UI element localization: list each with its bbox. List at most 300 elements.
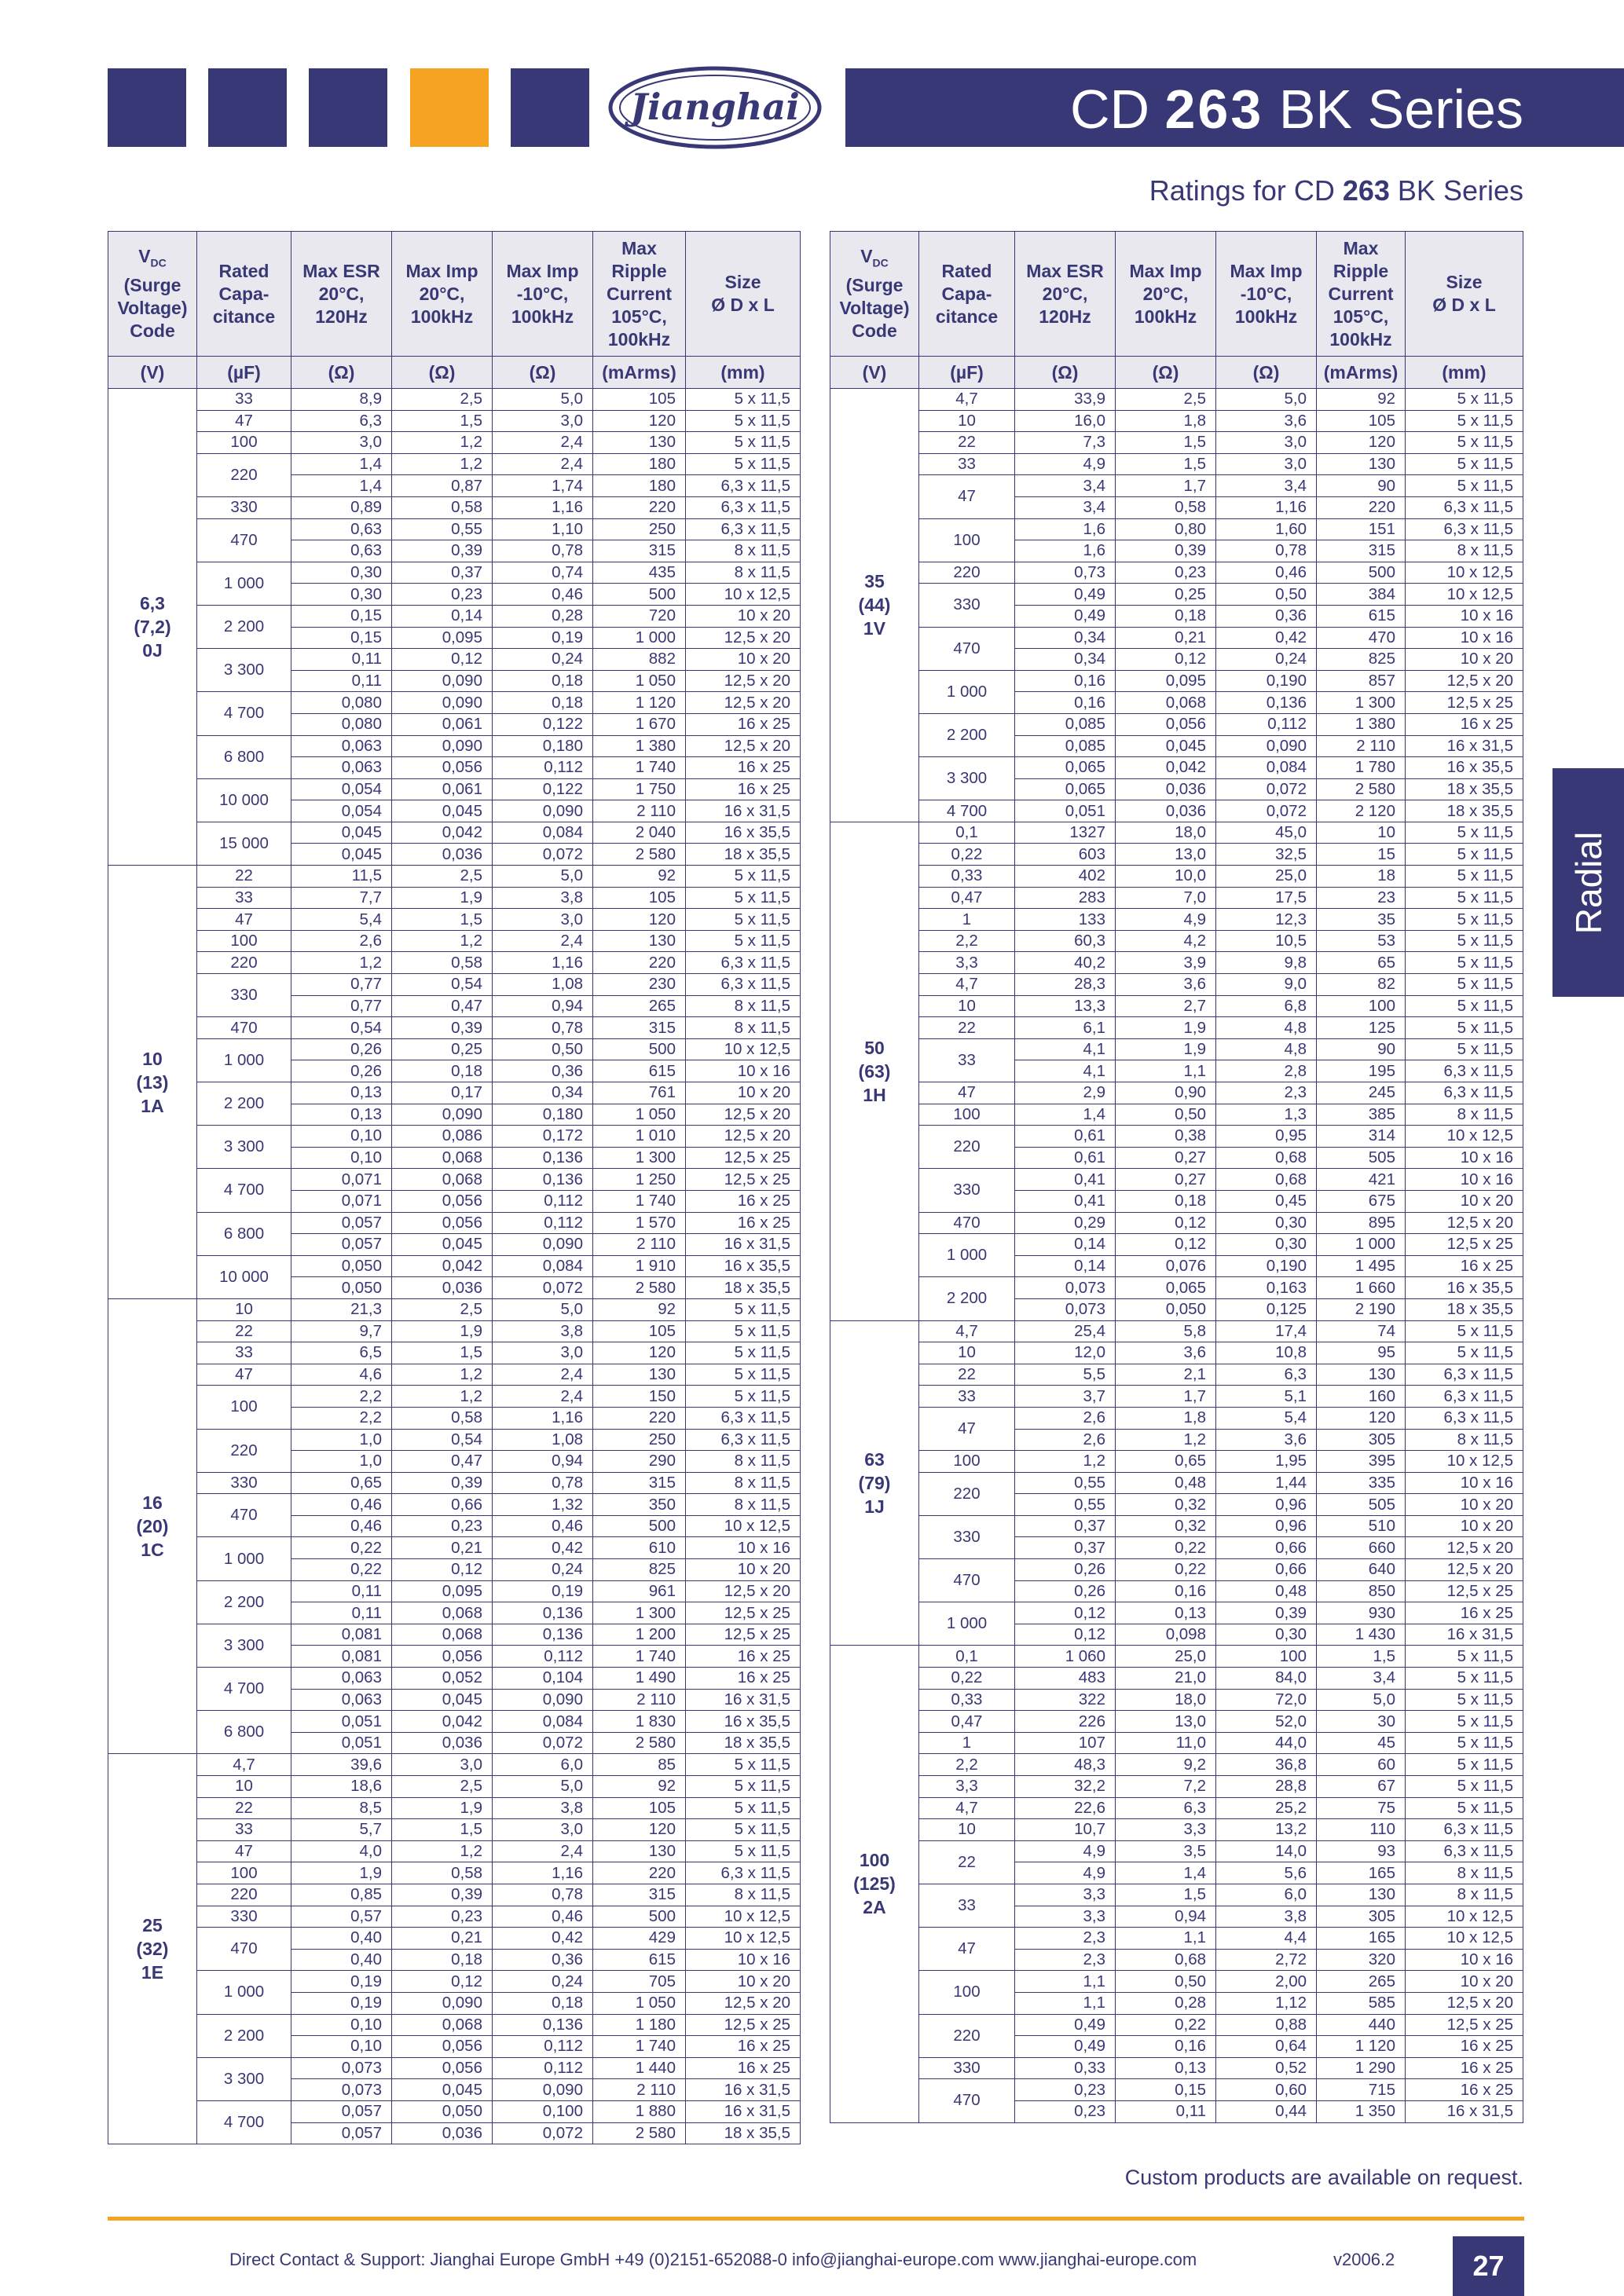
esr-cell: 1,4 — [291, 453, 392, 475]
impm10-cell: 0,48 — [1216, 1580, 1317, 1602]
ripple-cell: 290 — [593, 1451, 686, 1473]
header-square-1 — [108, 68, 186, 147]
impm10-cell: 4,4 — [1216, 1928, 1317, 1950]
capacitance-cell: 1 000 — [197, 1038, 291, 1082]
size-cell: 5 x 11,5 — [686, 1819, 801, 1841]
capacitance-cell: 33 — [197, 1342, 291, 1364]
imp20-cell: 1,9 — [1116, 1038, 1216, 1060]
esr-cell: 0,051 — [1015, 800, 1116, 822]
ripple-cell: 857 — [1317, 670, 1406, 692]
ripple-cell: 640 — [1317, 1559, 1406, 1581]
esr-cell: 0,89 — [291, 496, 392, 518]
esr-cell: 48,3 — [1015, 1754, 1116, 1776]
capacitance-cell: 4 700 — [197, 2100, 291, 2144]
esr-cell: 1 060 — [1015, 1646, 1116, 1668]
ripple-cell: 1 250 — [593, 1169, 686, 1191]
esr-cell: 0,49 — [1015, 2036, 1116, 2058]
header-capacitance-line: citance — [212, 306, 276, 327]
size-cell: 5 x 11,5 — [1406, 1038, 1523, 1060]
size-cell: 16 x 25 — [1406, 2079, 1523, 2101]
size-cell: 16 x 25 — [686, 1668, 801, 1690]
imp20-cell: 0,056 — [392, 1190, 493, 1212]
ratings-table-right — [830, 231, 1523, 2123]
capacitance-cell: 47 — [197, 1840, 291, 1862]
ripple-cell: 705 — [593, 1971, 686, 1993]
impm10-cell: 0,112 — [493, 757, 593, 779]
ripple-cell: 1 740 — [593, 1646, 686, 1668]
ripple-cell: 882 — [593, 649, 686, 671]
esr-cell: 0,12 — [1015, 1602, 1116, 1624]
capacitance-cell: 4 700 — [197, 692, 291, 735]
capacitance-cell: 22 — [919, 1017, 1015, 1039]
ripple-cell: 265 — [1317, 1971, 1406, 1993]
ripple-cell: 23 — [1317, 887, 1406, 909]
capacitance-cell: 100 — [919, 1104, 1015, 1126]
impm10-cell: 0,24 — [493, 649, 593, 671]
imp20-cell: 0,27 — [1116, 1169, 1216, 1191]
size-cell: 6,3 x 11,5 — [1406, 1386, 1523, 1408]
voltage-cell — [108, 866, 197, 1299]
impm10-cell: 0,39 — [1216, 1602, 1317, 1624]
imp20-cell: 0,55 — [392, 518, 493, 540]
size-cell: 16 x 25 — [1406, 2036, 1523, 2058]
esr-cell: 4,6 — [291, 1364, 392, 1386]
ripple-cell: 610 — [593, 1537, 686, 1559]
size-cell: 12,5 x 20 — [686, 1104, 801, 1126]
size-cell: 5 x 11,5 — [686, 866, 801, 888]
table-row — [108, 930, 801, 952]
impm10-cell: 0,28 — [493, 605, 593, 627]
imp20-cell: 2,1 — [1116, 1364, 1216, 1386]
size-cell: 5 x 11,5 — [686, 1776, 801, 1798]
esr-cell: 1,2 — [291, 952, 392, 974]
ripple-cell: 245 — [1317, 1082, 1406, 1104]
impm10-cell: 0,122 — [493, 778, 593, 800]
ripple-cell: 2 040 — [593, 822, 686, 844]
capacitance-cell: 220 — [197, 453, 291, 496]
esr-cell: 0,081 — [291, 1624, 392, 1646]
imp20-cell: 1,7 — [1116, 475, 1216, 497]
impm10-cell: 0,072 — [493, 2122, 593, 2144]
table-row — [108, 952, 801, 974]
table-row — [108, 1255, 801, 1277]
impm10-cell: 5,1 — [1216, 1386, 1317, 1408]
impm10-cell: 2,4 — [493, 930, 593, 952]
esr-cell: 0,63 — [291, 518, 392, 540]
capacitance-cell: 330 — [197, 1472, 291, 1494]
header-voltage-line: Code — [130, 320, 175, 342]
capacitance-cell: 33 — [197, 389, 291, 411]
imp20-cell: 0,12 — [1116, 1234, 1216, 1256]
capacitance-cell: 4,7 — [919, 1320, 1015, 1342]
esr-cell: 10,7 — [1015, 1819, 1116, 1841]
imp20-cell: 3,9 — [1116, 952, 1216, 974]
esr-cell: 0,54 — [291, 1017, 392, 1039]
size-cell: 10 x 16 — [1406, 1472, 1523, 1494]
ripple-cell: 250 — [593, 518, 686, 540]
imp20-cell: 0,12 — [392, 1971, 493, 1993]
size-cell: 5 x 11,5 — [1406, 1017, 1523, 1039]
imp20-cell: 3,6 — [1116, 974, 1216, 996]
imp20-cell: 11,0 — [1116, 1732, 1216, 1754]
ripple-cell: 110 — [1317, 1819, 1406, 1841]
size-cell: 16 x 25 — [1406, 713, 1523, 735]
impm10-cell: 4,8 — [1216, 1038, 1317, 1060]
imp20-cell: 0,095 — [392, 1580, 493, 1602]
impm10-cell: 0,084 — [493, 1711, 593, 1733]
esr-cell: 4,1 — [1015, 1060, 1116, 1082]
impm10-cell: 45,0 — [1216, 822, 1317, 844]
imp20-cell: 0,39 — [392, 1017, 493, 1039]
impm10-cell: 0,36 — [493, 1060, 593, 1082]
table-row — [108, 496, 801, 518]
capacitance-cell: 22 — [919, 1364, 1015, 1386]
ripple-cell: 5,0 — [1317, 1689, 1406, 1711]
size-cell: 5 x 11,5 — [1406, 475, 1523, 497]
ripple-cell: 92 — [593, 1776, 686, 1798]
voltage-line: 1J — [864, 1496, 885, 1517]
size-cell: 6,3 x 11,5 — [686, 952, 801, 974]
capacitance-cell: 220 — [197, 1429, 291, 1472]
size-cell: 8 x 11,5 — [686, 1494, 801, 1516]
esr-cell: 283 — [1015, 887, 1116, 909]
imp20-cell: 0,17 — [392, 1082, 493, 1104]
size-cell: 6,3 x 11,5 — [686, 1862, 801, 1884]
unit-cell: (µF) — [197, 357, 291, 389]
impm10-cell: 0,78 — [1216, 540, 1317, 562]
header-voltage — [830, 232, 919, 357]
esr-cell: 3,3 — [1015, 1884, 1116, 1906]
size-cell: 12,5 x 25 — [1406, 1580, 1523, 1602]
esr-cell: 6,3 — [291, 410, 392, 432]
esr-cell: 1,4 — [1015, 1104, 1116, 1126]
impm10-cell: 28,8 — [1216, 1776, 1317, 1798]
size-cell: 16 x 25 — [686, 2036, 801, 2058]
ripple-cell: 53 — [1317, 930, 1406, 952]
esr-cell: 1,9 — [291, 1862, 392, 1884]
impm10-cell: 0,24 — [493, 1559, 593, 1581]
size-cell: 10 x 20 — [1406, 1515, 1523, 1537]
impm10-cell: 25,0 — [1216, 866, 1317, 888]
ripple-cell: 120 — [1317, 1407, 1406, 1429]
impm10-cell: 1,16 — [1216, 496, 1317, 518]
esr-cell: 4,1 — [1015, 1038, 1116, 1060]
esr-cell: 0,41 — [1015, 1169, 1116, 1191]
table-row — [830, 584, 1523, 606]
impm10-cell: 1,08 — [493, 974, 593, 996]
voltage-cell — [830, 1320, 919, 1646]
size-cell: 10 x 20 — [1406, 1494, 1523, 1516]
esr-cell: 0,071 — [291, 1190, 392, 1212]
ripple-cell: 895 — [1317, 1212, 1406, 1234]
ripple-cell: 220 — [593, 1407, 686, 1429]
capacitance-cell: 330 — [197, 974, 291, 1017]
size-cell: 5 x 11,5 — [1406, 909, 1523, 931]
header-imp20-line: 100kHz — [1134, 306, 1197, 327]
imp20-cell: 0,036 — [392, 844, 493, 866]
voltage-line: 1C — [141, 1540, 164, 1561]
impm10-cell: 6,0 — [493, 1754, 593, 1776]
ripple-cell: 1 300 — [1317, 692, 1406, 714]
voltage-cell — [830, 389, 919, 822]
header-imp20-line: 100kHz — [410, 306, 474, 327]
imp20-cell: 0,056 — [1116, 713, 1216, 735]
capacitance-cell: 4 700 — [197, 1169, 291, 1212]
esr-cell: 0,30 — [291, 584, 392, 606]
impm10-cell: 2,72 — [1216, 1949, 1317, 1971]
table-row — [830, 2014, 1523, 2036]
imp20-cell: 1,4 — [1116, 1862, 1216, 1884]
ripple-cell: 825 — [593, 1559, 686, 1581]
header-ripple-line: 105°C, — [611, 306, 667, 327]
header-ripple-line: 105°C, — [1333, 306, 1389, 327]
size-cell: 5 x 11,5 — [686, 887, 801, 909]
size-cell: 5 x 11,5 — [686, 1386, 801, 1408]
esr-cell: 22,6 — [1015, 1797, 1116, 1819]
size-cell: 8 x 11,5 — [1406, 1884, 1523, 1906]
capacitance-cell: 33 — [919, 1038, 1015, 1082]
size-cell: 6,3 x 11,5 — [686, 1429, 801, 1451]
voltage-line: 10 — [142, 1048, 163, 1069]
table-row — [108, 1494, 801, 1516]
capacitance-cell: 2 200 — [197, 1580, 291, 1624]
imp20-cell: 0,068 — [392, 1624, 493, 1646]
esr-cell: 0,16 — [1015, 670, 1116, 692]
table-row — [108, 2014, 801, 2036]
table-row — [830, 1602, 1523, 1624]
impm10-cell: 0,136 — [493, 2014, 593, 2036]
impm10-cell: 0,136 — [493, 1624, 593, 1646]
imp20-cell: 0,68 — [1116, 1949, 1216, 1971]
header-vdc — [108, 245, 196, 275]
imp20-cell: 1,1 — [1116, 1928, 1216, 1950]
imp20-cell: 0,052 — [392, 1668, 493, 1690]
impm10-cell: 1,16 — [493, 952, 593, 974]
size-cell: 10 x 16 — [686, 1537, 801, 1559]
imp20-cell: 0,13 — [1116, 2057, 1216, 2079]
table-row — [830, 453, 1523, 475]
imp20-cell: 4,9 — [1116, 909, 1216, 931]
ripple-cell: 85 — [593, 1754, 686, 1776]
esr-cell: 4,9 — [1015, 453, 1116, 475]
ripple-cell: 120 — [593, 1342, 686, 1364]
imp20-cell: 1,5 — [1116, 453, 1216, 475]
impm10-cell: 0,46 — [493, 584, 593, 606]
ripple-cell: 165 — [1317, 1862, 1406, 1884]
impm10-cell: 0,090 — [493, 1234, 593, 1256]
esr-cell: 0,054 — [291, 800, 392, 822]
ripple-cell: 384 — [1317, 584, 1406, 606]
esr-cell: 0,085 — [1015, 713, 1116, 735]
voltage-line: 6,3 — [140, 593, 165, 614]
impm10-cell: 0,36 — [493, 1949, 593, 1971]
impm10-cell: 32,5 — [1216, 844, 1317, 866]
ripple-cell: 160 — [1317, 1386, 1406, 1408]
ripple-cell: 265 — [593, 995, 686, 1017]
impm10-cell: 14,0 — [1216, 1840, 1317, 1862]
ripple-cell: 2 580 — [593, 1277, 686, 1299]
imp20-cell: 0,050 — [1116, 1298, 1216, 1320]
table-row — [830, 1646, 1523, 1668]
size-cell: 16 x 25 — [686, 713, 801, 735]
ripple-cell: 615 — [593, 1060, 686, 1082]
capacitance-cell: 220 — [197, 1884, 291, 1906]
impm10-cell: 3,8 — [493, 1320, 593, 1342]
ripple-cell: 615 — [1317, 605, 1406, 627]
header-esr — [1015, 232, 1116, 357]
impm10-cell: 10,8 — [1216, 1342, 1317, 1364]
header-imp20-line: 20°C, — [419, 283, 465, 304]
capacitance-cell: 470 — [919, 1559, 1015, 1602]
esr-cell: 0,34 — [1015, 649, 1116, 671]
esr-cell: 0,10 — [291, 2014, 392, 2036]
esr-cell: 3,7 — [1015, 1386, 1116, 1408]
imp20-cell: 0,23 — [392, 1906, 493, 1928]
table-row — [830, 930, 1523, 952]
table-row — [108, 1386, 801, 1408]
imp20-cell: 0,39 — [392, 540, 493, 562]
size-cell: 10 x 20 — [686, 649, 801, 671]
ripple-cell: 10 — [1317, 822, 1406, 844]
table-row — [108, 2100, 801, 2122]
esr-cell: 1,6 — [1015, 540, 1116, 562]
capacitance-cell: 47 — [197, 909, 291, 931]
impm10-cell: 0,190 — [1216, 1255, 1317, 1277]
impm10-cell: 0,50 — [493, 1038, 593, 1060]
capacitance-cell: 2,2 — [919, 930, 1015, 952]
impm10-cell: 0,136 — [493, 1169, 593, 1191]
header-size-line: Size — [1446, 272, 1483, 292]
ripple-cell: 130 — [593, 1840, 686, 1862]
table-row — [108, 1776, 801, 1798]
esr-cell: 483 — [1015, 1668, 1116, 1690]
ripple-cell: 500 — [593, 584, 686, 606]
capacitance-cell: 0,22 — [919, 1668, 1015, 1690]
size-cell: 5 x 11,5 — [1406, 1320, 1523, 1342]
table-row — [108, 1537, 801, 1559]
ripple-cell: 1 880 — [593, 2100, 686, 2122]
impm10-cell: 4,8 — [1216, 1017, 1317, 1039]
imp20-cell: 5,8 — [1116, 1320, 1216, 1342]
header-imp20-line: Max Imp — [405, 260, 478, 281]
unit-cell: (Ω) — [493, 357, 593, 389]
table-row — [830, 909, 1523, 931]
imp20-cell: 0,11 — [1116, 2100, 1216, 2122]
impm10-cell: 0,18 — [493, 1992, 593, 2014]
impm10-cell: 0,180 — [493, 735, 593, 757]
ripple-cell: 1 670 — [593, 713, 686, 735]
impm10-cell: 0,19 — [493, 627, 593, 649]
table-row — [830, 1559, 1523, 1581]
header-row — [830, 232, 1523, 357]
ripple-cell: 65 — [1317, 952, 1406, 974]
impm10-cell: 0,34 — [493, 1082, 593, 1104]
capacitance-cell: 470 — [919, 627, 1015, 670]
capacitance-cell: 330 — [919, 1515, 1015, 1558]
capacitance-cell: 3 300 — [197, 1624, 291, 1667]
impm10-cell: 0,24 — [493, 1971, 593, 1993]
capacitance-cell: 10 — [197, 1776, 291, 1798]
ripple-cell: 250 — [593, 1429, 686, 1451]
voltage-line: 50 — [864, 1037, 885, 1058]
esr-cell: 0,051 — [291, 1711, 392, 1733]
impm10-cell: 2,3 — [1216, 1082, 1317, 1104]
header-esr-line: 120Hz — [1039, 306, 1091, 327]
table-row — [108, 562, 801, 584]
unit-cell: (mm) — [1406, 357, 1523, 389]
table-row — [108, 410, 801, 432]
ripple-cell: 1 120 — [1317, 2036, 1406, 2058]
header-impm10-line: Max Imp — [506, 260, 579, 281]
header-ripple-line: Ripple — [1333, 260, 1389, 281]
size-cell: 16 x 31,5 — [1406, 1624, 1523, 1646]
esr-cell: 133 — [1015, 909, 1116, 931]
size-cell: 10 x 20 — [686, 1082, 801, 1104]
impm10-cell: 2,4 — [493, 453, 593, 475]
header-impm10-line: Max Imp — [1230, 260, 1303, 281]
ripple-cell: 1 290 — [1317, 2057, 1406, 2079]
imp20-cell: 0,94 — [1116, 1906, 1216, 1928]
size-cell: 16 x 31,5 — [686, 1234, 801, 1256]
voltage-line: (44) — [858, 595, 891, 616]
ripple-cell: 500 — [1317, 562, 1406, 584]
esr-cell: 60,3 — [1015, 930, 1116, 952]
table-row — [108, 1169, 801, 1191]
imp20-cell: 0,66 — [392, 1494, 493, 1516]
header-vdc-main: V — [860, 245, 873, 266]
ripple-cell: 320 — [1317, 1949, 1406, 1971]
imp20-cell: 0,056 — [392, 757, 493, 779]
imp20-cell: 3,0 — [392, 1754, 493, 1776]
table-row — [108, 1754, 801, 1776]
esr-cell: 0,16 — [1015, 692, 1116, 714]
size-cell: 10 x 20 — [686, 1559, 801, 1581]
size-cell: 8 x 11,5 — [686, 1472, 801, 1494]
capacitance-cell: 3 300 — [197, 1126, 291, 1169]
table-row — [108, 1928, 801, 1950]
esr-cell: 0,40 — [291, 1949, 392, 1971]
imp20-cell: 18,0 — [1116, 822, 1216, 844]
capacitance-cell: 330 — [197, 496, 291, 518]
esr-cell: 32,2 — [1015, 1776, 1116, 1798]
table-row — [108, 1364, 801, 1386]
esr-cell: 3,4 — [1015, 496, 1116, 518]
impm10-cell: 1,08 — [493, 1429, 593, 1451]
size-cell: 6,3 x 11,5 — [686, 518, 801, 540]
impm10-cell: 0,125 — [1216, 1298, 1317, 1320]
capacitance-cell: 2 200 — [197, 1082, 291, 1126]
ripple-cell: 429 — [593, 1928, 686, 1950]
impm10-cell: 25,2 — [1216, 1797, 1317, 1819]
ripple-cell: 715 — [1317, 2079, 1406, 2101]
capacitance-cell: 470 — [919, 2079, 1015, 2122]
imp20-cell: 0,58 — [392, 1862, 493, 1884]
esr-cell: 8,5 — [291, 1797, 392, 1819]
capacitance-cell: 1 000 — [919, 1234, 1015, 1277]
impm10-cell: 0,44 — [1216, 2100, 1317, 2122]
header-square-4 — [511, 68, 589, 147]
imp20-cell: 0,32 — [1116, 1494, 1216, 1516]
imp20-cell: 0,095 — [392, 627, 493, 649]
imp20-cell: 0,065 — [1116, 1277, 1216, 1299]
esr-cell: 8,9 — [291, 389, 392, 411]
ripple-cell: 1 570 — [593, 1212, 686, 1234]
capacitance-cell: 47 — [919, 475, 1015, 518]
table-row — [830, 432, 1523, 454]
ripple-cell: 2 580 — [593, 844, 686, 866]
esr-cell: 0,073 — [291, 2079, 392, 2101]
header-esr — [291, 232, 392, 357]
